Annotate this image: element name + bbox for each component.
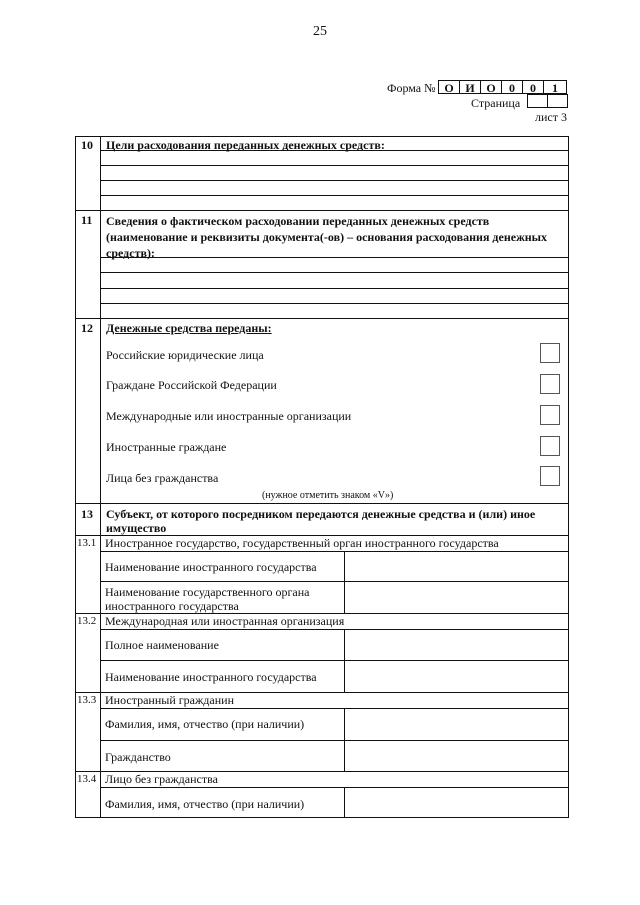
foreign-state-name-input[interactable] xyxy=(345,552,568,580)
form-code-cell: 0 xyxy=(501,80,523,94)
fill-line[interactable] xyxy=(101,195,569,196)
field-label-foreign-state-body: Наименование государственного органа иностранного государства xyxy=(105,585,310,613)
form-code-cell: 0 xyxy=(522,80,544,94)
fill-line[interactable] xyxy=(101,303,569,304)
checkbox-foreign-citizens[interactable] xyxy=(540,436,560,456)
page-number-cell[interactable] xyxy=(547,94,568,108)
option-foreign-citizens: Иностранные граждане xyxy=(106,440,227,454)
subsection-13-4-title: Лицо без гражданства xyxy=(105,772,218,786)
field-label-foreign-state-name: Наименование иностранного государства xyxy=(105,560,317,574)
section-12-number: 12 xyxy=(81,321,93,335)
page-label: Страница xyxy=(471,96,521,110)
option-stateless-persons: Лица без гражданства xyxy=(106,471,219,485)
field-label-foreign-state-name: Наименование иностранного государства xyxy=(105,670,317,684)
option-russian-legal-entities: Российские юридические лица xyxy=(106,348,264,362)
sheet-label: лист 3 xyxy=(535,110,567,124)
section-12-title: Денежные средства переданы: xyxy=(106,321,272,335)
field-label-full-name: Полное наименование xyxy=(105,638,219,652)
subsection-13-2-title: Международная или иностранная организация xyxy=(105,614,345,628)
form-code-cell: О xyxy=(480,80,502,94)
checkbox-stateless-persons[interactable] xyxy=(540,466,560,486)
section-10-number: 10 xyxy=(81,138,93,152)
checkbox-note: (нужное отметить знаком «V») xyxy=(262,490,394,501)
fill-line[interactable] xyxy=(101,257,569,258)
checkbox-international-organizations[interactable] xyxy=(540,405,560,425)
organization-state-input[interactable] xyxy=(345,661,568,691)
fill-line[interactable] xyxy=(101,288,569,289)
checkbox-russian-citizens[interactable] xyxy=(540,374,560,394)
page-number-cell[interactable] xyxy=(527,94,548,108)
stateless-person-name-input[interactable] xyxy=(345,788,568,817)
section-10-title: Цели расходования переданных денежных средств: xyxy=(106,138,385,152)
citizenship-input[interactable] xyxy=(345,741,568,770)
fill-line[interactable] xyxy=(101,165,569,166)
field-label-citizenship: Гражданство xyxy=(105,750,171,764)
fill-line[interactable] xyxy=(101,180,569,181)
fill-line[interactable] xyxy=(101,150,569,151)
section-divider xyxy=(75,210,569,211)
page-number: 25 xyxy=(313,24,327,39)
form-code-cell: 1 xyxy=(543,80,567,94)
subsection-13-2-number: 13.2 xyxy=(77,615,97,627)
section-13-number: 13 xyxy=(81,507,93,521)
subsection-13-1-title: Иностранное государство, государственный орган иностранного государства xyxy=(105,536,499,550)
subsection-13-1-number: 13.1 xyxy=(77,537,97,549)
subsection-13-4-number: 13.4 xyxy=(77,773,97,785)
number-column-divider xyxy=(100,136,101,818)
subsection-13-3-title: Иностранный гражданин xyxy=(105,693,234,707)
section-13-title: Субъект, от которого посредником передаются денежные средства и (или) иное имущество xyxy=(106,507,536,535)
section-11-number: 11 xyxy=(81,213,93,227)
fill-line[interactable] xyxy=(101,272,569,273)
checkbox-russian-legal-entities[interactable] xyxy=(540,343,560,363)
form-code-cell: О xyxy=(438,80,460,94)
section-11-title: Сведения о фактическом расходовании переданных денежных средств (наименование и реквизиты документа(-ов) – основания расходования денежных средств): xyxy=(106,214,548,260)
form-number-label: Форма № xyxy=(387,81,436,95)
section-divider xyxy=(75,318,569,319)
field-label-full-person-name: Фамилия, имя, отчество (при наличии) xyxy=(105,717,305,731)
option-international-organizations: Международные или иностранные организации xyxy=(106,409,352,423)
field-label-full-person-name: Фамилия, имя, отчество (при наличии) xyxy=(105,797,305,811)
subsection-13-3-number: 13.3 xyxy=(77,694,97,706)
form-code-cell: И xyxy=(459,80,481,94)
organization-full-name-input[interactable] xyxy=(345,630,568,659)
foreign-state-body-input[interactable] xyxy=(345,582,568,612)
section-divider xyxy=(75,503,569,504)
option-russian-citizens: Граждане Российской Федерации xyxy=(106,378,277,392)
foreign-citizen-name-input[interactable] xyxy=(345,709,568,739)
